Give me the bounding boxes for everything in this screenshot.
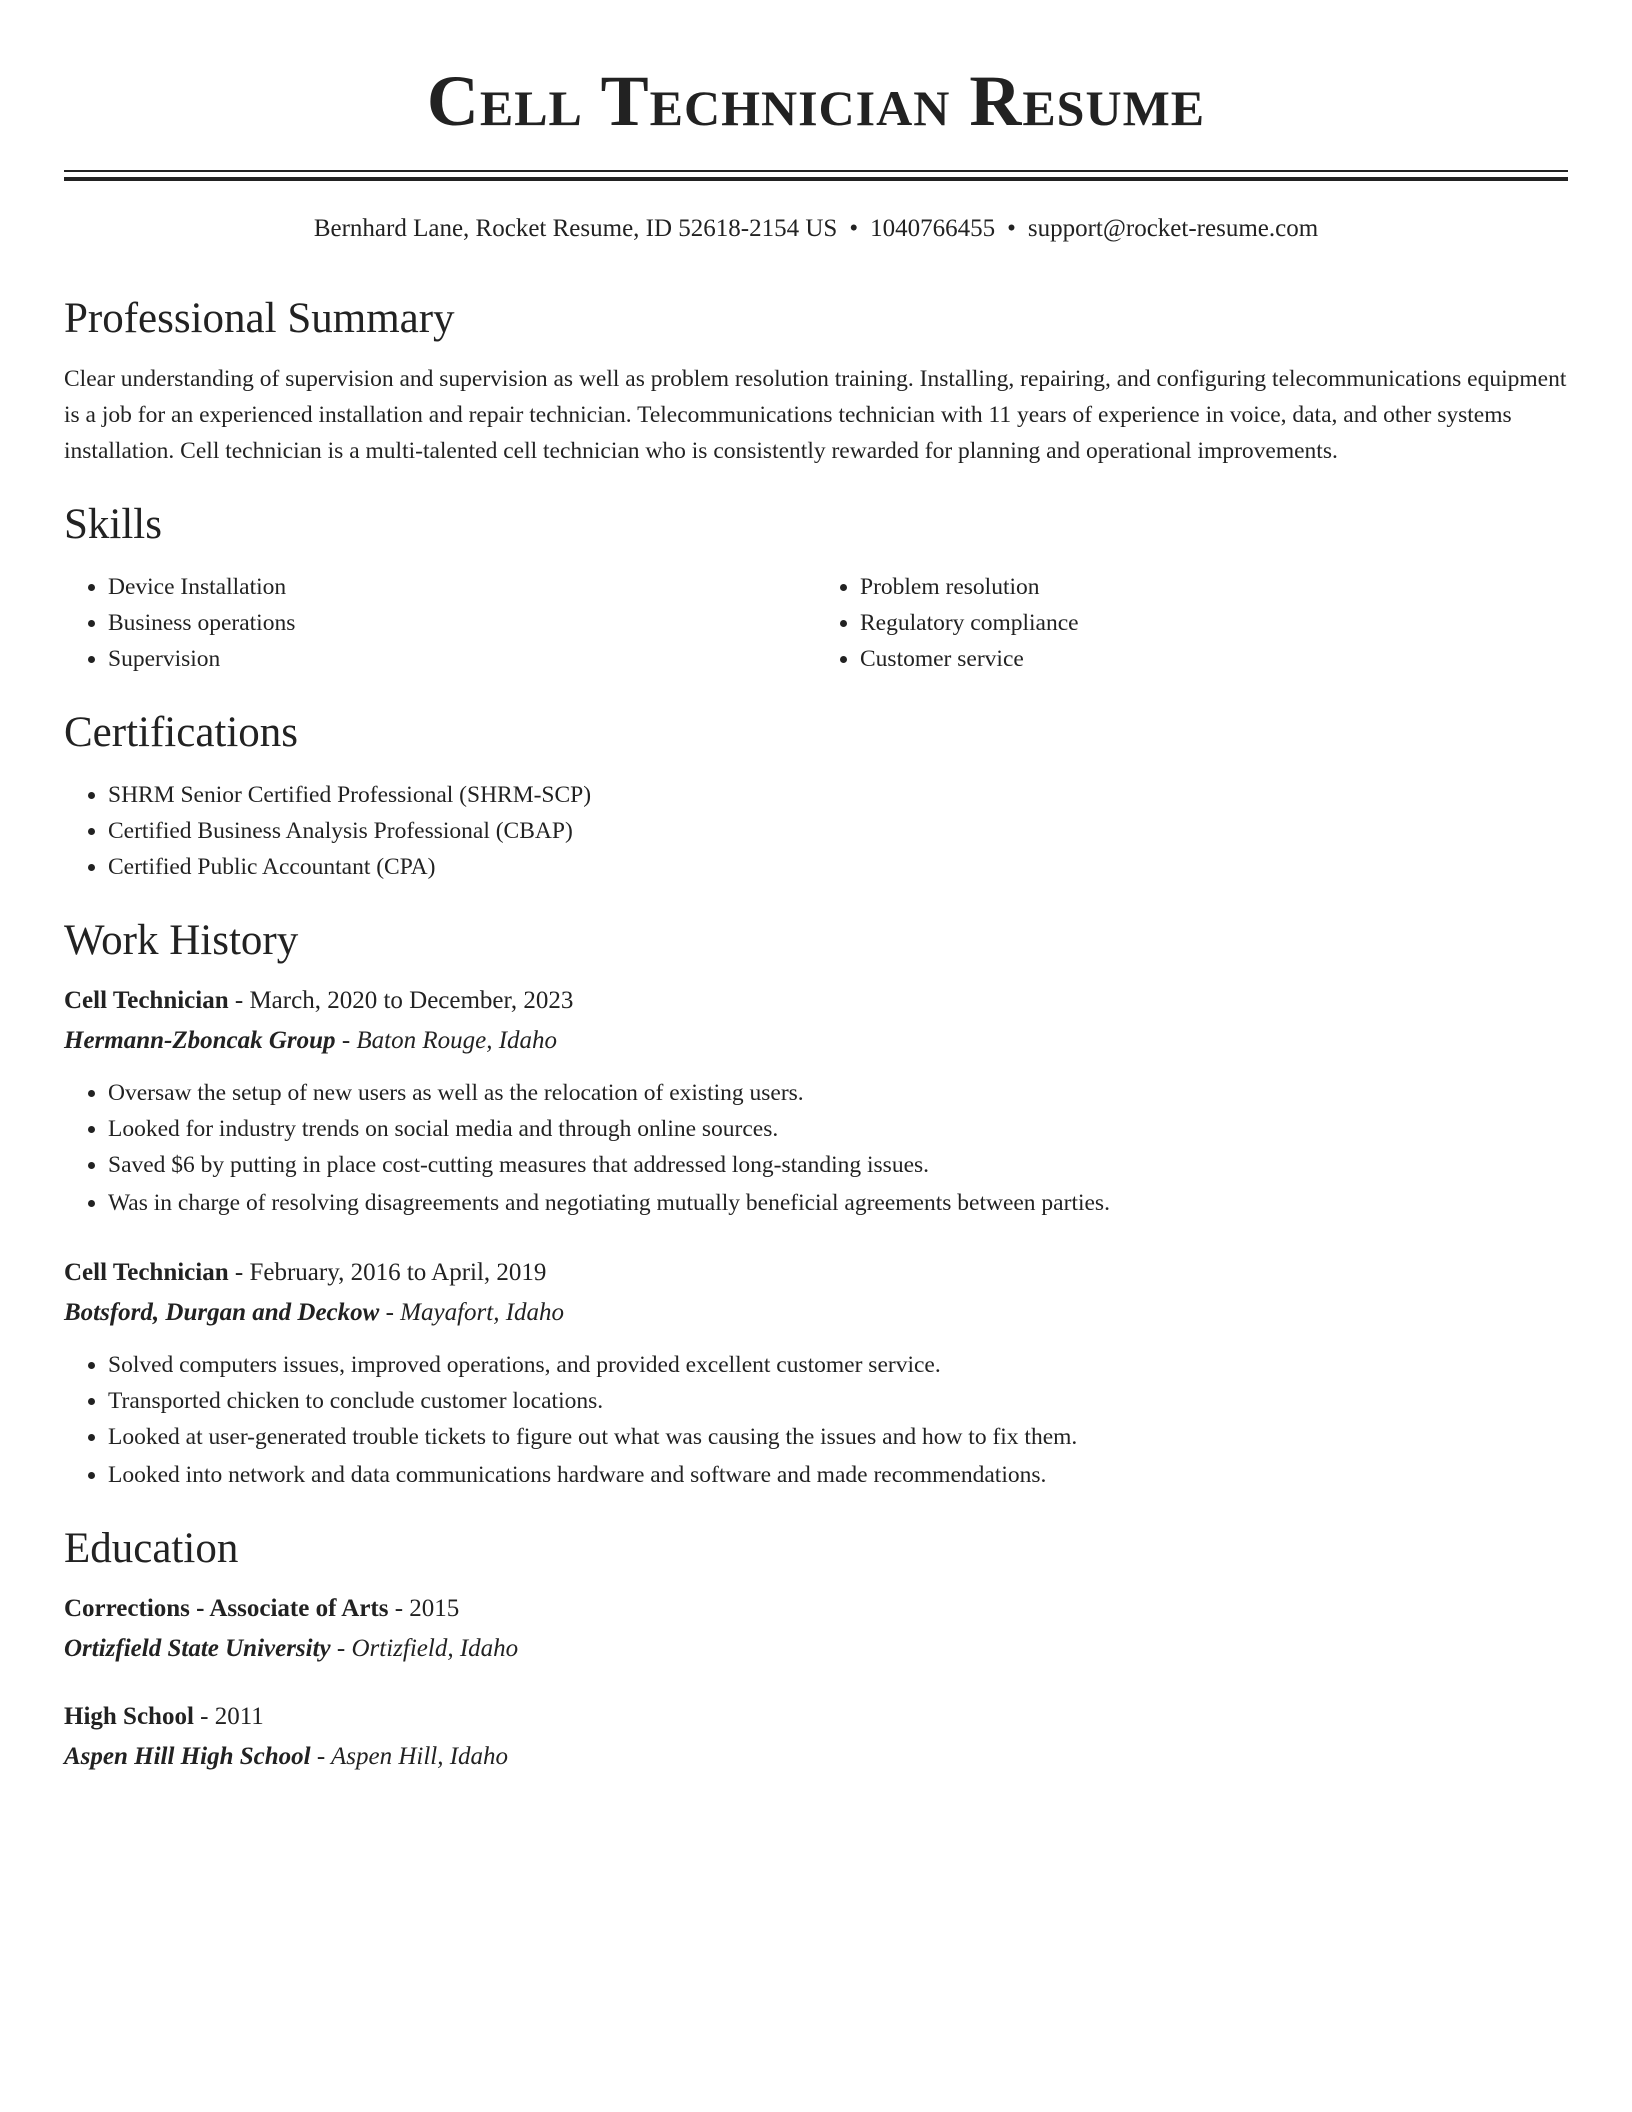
skill-item: • Business operations <box>108 605 816 641</box>
certification-item: • SHRM Senior Certified Professional (SHRM-SCP) <box>108 777 1568 813</box>
certifications-heading: Certifications <box>64 709 299 756</box>
job-dates: March, 2020 to December, 2023 <box>249 987 574 1014</box>
job-organization-line <box>64 1295 1568 1331</box>
job-entry <box>64 983 1568 1221</box>
skills-list-right <box>816 569 1568 677</box>
work-history-heading: Work History <box>64 917 299 964</box>
job-duty-item: • Looked at user-generated trouble tickets to figure out what was causing the issues and how to fix them. <box>108 1419 1568 1455</box>
skills-column-left <box>64 569 816 677</box>
job-dash: - <box>379 1299 401 1326</box>
skill-item: • Customer service <box>860 641 1568 677</box>
education-location: Aspen Hill, Idaho <box>330 1743 509 1770</box>
education-school: Aspen Hill High School <box>64 1743 311 1770</box>
certifications-section <box>64 707 1568 885</box>
education-year: 2015 <box>409 1595 460 1622</box>
title-divider-thin <box>64 170 1568 172</box>
summary-section <box>64 293 1568 469</box>
contact-separator: • <box>849 215 859 242</box>
education-header <box>64 1699 1568 1735</box>
job-location: Mayafort, Idaho <box>400 1299 565 1326</box>
education-header <box>64 1591 1568 1627</box>
job-duties-list <box>64 1075 1568 1221</box>
education-degree: Corrections - Associate of Arts <box>64 1595 389 1622</box>
job-duty-item: • Looked for industry trends on social media and through online sources. <box>108 1111 1568 1147</box>
contact-line <box>64 211 1568 247</box>
job-duty-item: • Saved $6 by putting in place cost-cutting measures that addressed long-standing issues. <box>108 1147 1568 1183</box>
skill-item: • Regulatory compliance <box>860 605 1568 641</box>
skill-item: • Problem resolution <box>860 569 1568 605</box>
job-role: Cell Technician <box>64 987 229 1014</box>
summary-heading: Professional Summary <box>64 295 455 342</box>
skills-section <box>64 499 1568 677</box>
education-degree: High School <box>64 1703 194 1730</box>
job-dash: - <box>228 1259 250 1286</box>
job-location: Baton Rouge, Idaho <box>356 1027 558 1054</box>
job-dash: - <box>228 987 250 1014</box>
education-entry <box>64 1699 1568 1775</box>
job-organization-line <box>64 1023 1568 1059</box>
job-duties-list <box>64 1347 1568 1493</box>
certification-item: • Certified Public Accountant (CPA) <box>108 849 1568 885</box>
job-header <box>64 983 1568 1019</box>
job-duty-item: • Was in charge of resolving disagreements and negotiating mutually beneficial agreements between parties. <box>108 1185 1568 1221</box>
skill-item: • Device Installation <box>108 569 816 605</box>
job-duty-item: • Solved computers issues, improved operations, and provided excellent customer service. <box>108 1347 1568 1383</box>
title-divider-thick <box>64 177 1568 181</box>
education-entry <box>64 1591 1568 1667</box>
education-dash: - <box>388 1595 410 1622</box>
contact-phone: 1040766455 <box>870 215 996 242</box>
education-school-line <box>64 1631 1568 1667</box>
skills-grid <box>64 569 1568 677</box>
job-entry <box>64 1255 1568 1493</box>
job-duty-item: • Oversaw the setup of new users as well as the relocation of existing users. <box>108 1075 1568 1111</box>
job-duty-item: • Transported chicken to conclude customer locations. <box>108 1383 1568 1419</box>
education-school: Ortizfield State University <box>64 1635 331 1662</box>
job-role: Cell Technician <box>64 1259 229 1286</box>
skill-item: • Supervision <box>108 641 816 677</box>
education-location: Ortizfield, Idaho <box>351 1635 519 1662</box>
contact-address: Bernhard Lane, Rocket Resume, ID 52618-2154 US <box>313 215 838 242</box>
job-dates: February, 2016 to April, 2019 <box>249 1259 547 1286</box>
job-duty-item: • Looked into network and data communications hardware and software and made recommendations. <box>108 1457 1568 1493</box>
certification-item: • Certified Business Analysis Professional (CBAP) <box>108 813 1568 849</box>
job-dash: - <box>335 1027 357 1054</box>
education-dash: - <box>330 1635 352 1662</box>
skills-column-right <box>816 569 1568 677</box>
skills-heading: Skills <box>64 501 162 548</box>
education-dash: - <box>193 1703 215 1730</box>
resume-title: Cell Technician Resume <box>426 61 1206 141</box>
summary-text: Clear understanding of supervision and supervision as well as problem resolution training. Installing, repairing, and configuring telecommunications equipment is a job for an experienced installation and repair technician. Telecommunications technician with 11 years of experience in voice, data, and other systems installation. Cell technician is a multi-talented cell technician who is consistently rewarded for planning and operational improvements. <box>64 366 1567 464</box>
contact-email: support@rocket-resume.com <box>1027 215 1319 242</box>
education-heading: Education <box>64 1525 239 1572</box>
education-year: 2011 <box>214 1703 264 1730</box>
job-organization: Botsford, Durgan and Deckow <box>64 1299 380 1326</box>
contact-separator: • <box>1007 215 1016 242</box>
job-organization: Hermann-Zboncak Group <box>64 1027 336 1054</box>
skills-list-left <box>64 569 816 677</box>
education-section <box>64 1523 1568 1775</box>
job-header <box>64 1255 1568 1291</box>
education-school-line <box>64 1739 1568 1775</box>
education-dash: - <box>310 1743 331 1770</box>
certifications-list <box>64 777 1568 885</box>
work-history-section <box>64 915 1568 1493</box>
